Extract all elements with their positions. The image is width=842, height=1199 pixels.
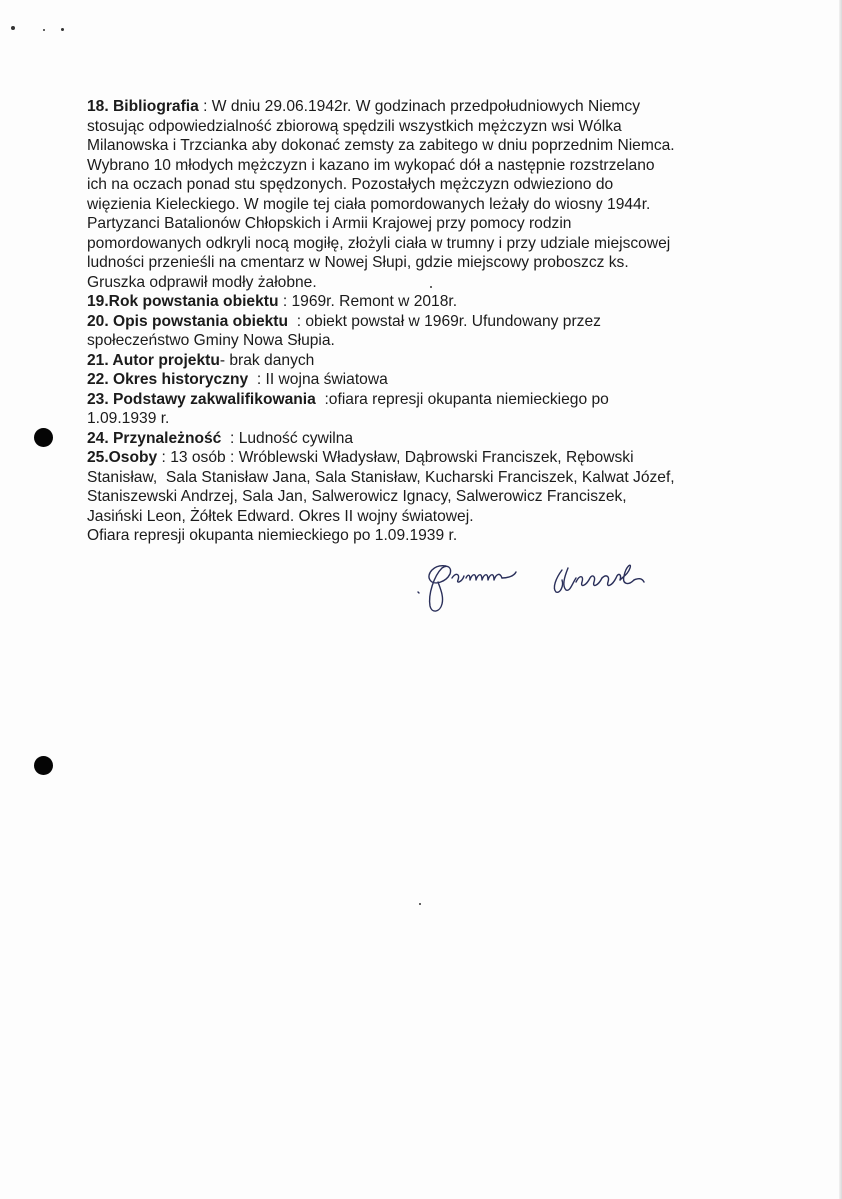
text-line <box>87 487 747 507</box>
text-line <box>87 409 747 429</box>
document-section <box>87 292 747 312</box>
text-line <box>87 526 747 546</box>
document-section <box>87 448 747 546</box>
text-line <box>87 253 747 273</box>
section-text: Gruszka odprawił modły żałobne. <box>87 273 317 291</box>
section-text: Ofiara represji okupanta niemieckiego po 1.09.1939 r. <box>87 527 458 544</box>
section-label: 24. Przynależność <box>87 429 222 447</box>
text-line <box>87 273 747 293</box>
section-label: 19.Rok powstania obiektu <box>87 293 279 310</box>
text-line <box>87 351 747 371</box>
section-text: : Ludność cywilna <box>221 429 354 447</box>
section-text: : 13 osób : Wróblewski Władysław, Dąbrowski Franciszek, Rębowski <box>157 449 634 466</box>
section-text: Partyzanci Batalionów Chłopskich i Armii Krajowej przy pomocy rodzin <box>87 215 572 232</box>
section-text: :ofiara represji okupanta niemieckiego po <box>315 390 609 408</box>
scan-speck <box>11 26 15 30</box>
section-label: 21. Autor projektu <box>87 351 220 369</box>
section-text: ludności przenieśli na cmentarz w Nowej Słupi, gdzie miejscowy proboszcz ks. <box>87 254 629 271</box>
text-line <box>87 136 747 156</box>
text-line <box>87 175 747 195</box>
section-label: 23. Podstawy zakwalifikowania <box>87 390 316 408</box>
text-line <box>87 468 747 488</box>
document-section <box>87 312 747 351</box>
punch-hole-upper <box>34 428 53 447</box>
text-line <box>87 331 747 351</box>
section-text: więzienia Kieleckiego. W mogile tej ciała pomordowanych leżały do wiosny 1944r. <box>87 195 651 213</box>
document-section <box>87 97 747 292</box>
section-text: : W dniu 29.06.1942r. W godzinach przedpołudniowych Niemcy <box>198 98 640 115</box>
text-line <box>87 448 747 468</box>
punch-hole-lower <box>34 756 53 775</box>
scan-speck <box>61 28 64 31</box>
text-line <box>87 195 747 215</box>
section-text: 1.09.1939 r. <box>87 410 170 427</box>
section-label: 18. Bibliografia <box>87 98 199 115</box>
document-body <box>87 97 747 546</box>
text-line <box>87 156 747 176</box>
section-text: Stanisław, Sala Stanisław Jana, Sala Stanisław, Kucharski Franciszek, Kalwat Józef, <box>87 468 675 486</box>
scan-speck <box>43 29 45 31</box>
section-text: Wybrano 10 młodych mężczyzn i kazano im wykopać dół a następnie rozstrzelano <box>87 156 655 174</box>
section-text: - brak danych <box>219 351 315 369</box>
document-section <box>87 370 747 390</box>
section-text: społeczeństwo Gminy Nowa Słupia. <box>87 332 335 349</box>
text-line <box>87 292 747 312</box>
section-label: 22. Okres historyczny <box>87 371 249 388</box>
text-line <box>87 390 747 410</box>
scan-speck <box>419 903 421 905</box>
section-text: : II wojna światowa <box>248 371 388 388</box>
section-text: Staniszewski Andrzej, Sala Jan, Salwerowicz Ignacy, Salwerowicz Franciszek, <box>87 488 627 505</box>
text-line <box>87 117 747 137</box>
section-text: ich na oczach ponad stu spędzonych. Pozostałych mężczyzn odwieziono do <box>87 176 614 193</box>
text-line <box>87 370 747 390</box>
section-text: Jasiński Leon, Żółtek Edward. Okres II wojny światowej. <box>87 507 474 525</box>
text-line <box>87 214 747 234</box>
section-text: stosując odpowiedzialność zbiorową spędzili wszystkich mężczyzn wsi Wólka <box>87 117 622 135</box>
handwritten-signature-icon <box>412 560 652 620</box>
document-section <box>87 351 747 371</box>
section-label: 25.Osoby <box>87 449 158 466</box>
section-text: : obiekt powstał w 1969r. Ufundowany przez <box>288 312 601 330</box>
text-line <box>87 312 747 332</box>
section-text: Milanowska i Trzcianka aby dokonać zemsty za zabitego w dniu poprzednim Niemca. <box>87 137 675 154</box>
section-text: : 1969r. Remont w 2018r. <box>278 293 458 310</box>
section-label: 20. Opis powstania obiektu <box>87 312 289 330</box>
section-text: pomordowanych odkryli nocą mogiłę, złożyli ciała w trumny i przy udziale miejscowej <box>87 234 671 252</box>
text-line <box>87 97 747 117</box>
text-line <box>87 429 747 449</box>
document-section <box>87 390 747 429</box>
text-line <box>87 234 747 254</box>
text-line <box>87 507 747 527</box>
document-section <box>87 429 747 449</box>
